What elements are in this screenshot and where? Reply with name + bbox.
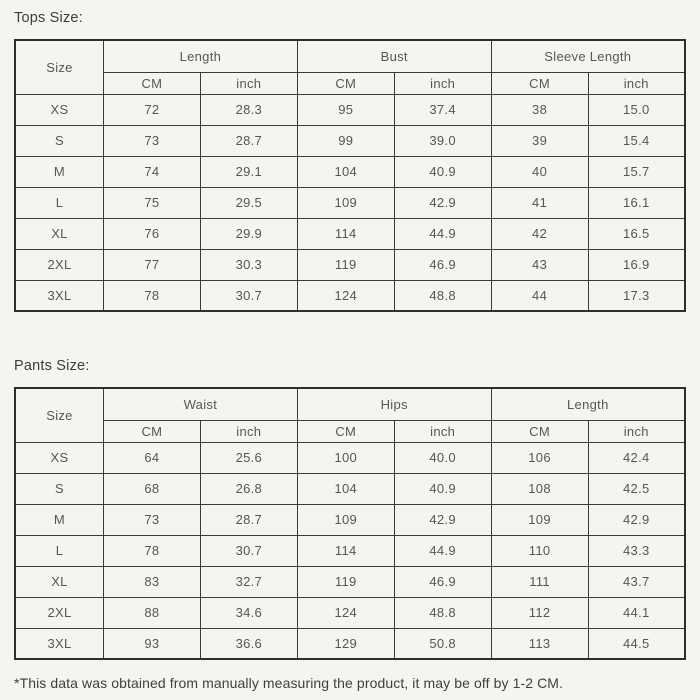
size-header-cell: Size [15, 388, 103, 442]
table-row [15, 94, 685, 125]
value-cell: 93 [103, 628, 200, 659]
size-cell: XL [15, 566, 103, 597]
value-cell: 88 [103, 597, 200, 628]
value-cell: 112 [491, 597, 588, 628]
value-cell: 73 [103, 125, 200, 156]
value-cell: 108 [491, 473, 588, 504]
value-cell: 42.5 [588, 473, 685, 504]
value-cell: 78 [103, 280, 200, 311]
value-cell: 50.8 [394, 628, 491, 659]
unit-header-cell: inch [394, 72, 491, 94]
value-cell: 83 [103, 566, 200, 597]
value-cell: 15.4 [588, 125, 685, 156]
value-cell: 48.8 [394, 597, 491, 628]
table-row [15, 280, 685, 311]
value-cell: 43.3 [588, 535, 685, 566]
value-cell: 46.9 [394, 249, 491, 280]
value-cell: 44.5 [588, 628, 685, 659]
size-header-cell: Size [15, 40, 103, 94]
table-row [15, 504, 685, 535]
value-cell: 104 [297, 156, 394, 187]
value-cell: 106 [491, 442, 588, 473]
value-cell: 29.1 [200, 156, 297, 187]
size-cell: XS [15, 442, 103, 473]
group-header-cell-hips: Hips [297, 388, 491, 420]
pants-size-table [14, 387, 686, 660]
value-cell: 30.3 [200, 249, 297, 280]
value-cell: 38 [491, 94, 588, 125]
value-cell: 110 [491, 535, 588, 566]
value-cell: 40 [491, 156, 588, 187]
group-header-cell-bust: Bust [297, 40, 491, 72]
table-row [15, 249, 685, 280]
value-cell: 109 [297, 187, 394, 218]
value-cell: 30.7 [200, 535, 297, 566]
pants-unit-header-row [15, 420, 685, 442]
value-cell: 114 [297, 218, 394, 249]
size-cell: M [15, 504, 103, 535]
value-cell: 77 [103, 249, 200, 280]
value-cell: 48.8 [394, 280, 491, 311]
value-cell: 26.8 [200, 473, 297, 504]
value-cell: 75 [103, 187, 200, 218]
tops-unit-header-row [15, 72, 685, 94]
unit-header-cell: inch [588, 72, 685, 94]
value-cell: 42.4 [588, 442, 685, 473]
value-cell: 44.1 [588, 597, 685, 628]
value-cell: 30.7 [200, 280, 297, 311]
value-cell: 129 [297, 628, 394, 659]
value-cell: 74 [103, 156, 200, 187]
value-cell: 73 [103, 504, 200, 535]
value-cell: 46.9 [394, 566, 491, 597]
value-cell: 44.9 [394, 535, 491, 566]
value-cell: 124 [297, 280, 394, 311]
size-cell: L [15, 535, 103, 566]
value-cell: 76 [103, 218, 200, 249]
value-cell: 15.7 [588, 156, 685, 187]
size-cell: 3XL [15, 628, 103, 659]
tops-group-header-row [15, 40, 685, 72]
value-cell: 25.6 [200, 442, 297, 473]
value-cell: 16.1 [588, 187, 685, 218]
unit-header-cell: inch [200, 420, 297, 442]
table-row [15, 473, 685, 504]
unit-header-cell: CM [103, 72, 200, 94]
value-cell: 28.7 [200, 125, 297, 156]
size-cell: M [15, 156, 103, 187]
value-cell: 36.6 [200, 628, 297, 659]
value-cell: 42 [491, 218, 588, 249]
table-row [15, 442, 685, 473]
group-header-cell-sleeve-length: Sleeve Length [491, 40, 685, 72]
value-cell: 111 [491, 566, 588, 597]
table-row [15, 125, 685, 156]
value-cell: 68 [103, 473, 200, 504]
value-cell: 109 [297, 504, 394, 535]
value-cell: 15.0 [588, 94, 685, 125]
value-cell: 42.9 [588, 504, 685, 535]
value-cell: 100 [297, 442, 394, 473]
value-cell: 17.3 [588, 280, 685, 311]
group-header-cell-length: Length [103, 40, 297, 72]
value-cell: 114 [297, 535, 394, 566]
value-cell: 37.4 [394, 94, 491, 125]
value-cell: 42.9 [394, 187, 491, 218]
value-cell: 119 [297, 566, 394, 597]
size-cell: XS [15, 94, 103, 125]
value-cell: 78 [103, 535, 200, 566]
value-cell: 40.0 [394, 442, 491, 473]
value-cell: 29.9 [200, 218, 297, 249]
value-cell: 113 [491, 628, 588, 659]
value-cell: 39 [491, 125, 588, 156]
value-cell: 109 [491, 504, 588, 535]
value-cell: 28.3 [200, 94, 297, 125]
table-row [15, 535, 685, 566]
pants-size-heading: Pants Size: [14, 358, 90, 374]
size-cell: 2XL [15, 597, 103, 628]
pants-group-header-row [15, 388, 685, 420]
value-cell: 43 [491, 249, 588, 280]
value-cell: 40.9 [394, 473, 491, 504]
value-cell: 72 [103, 94, 200, 125]
value-cell: 64 [103, 442, 200, 473]
group-header-cell-waist: Waist [103, 388, 297, 420]
value-cell: 16.5 [588, 218, 685, 249]
table-row [15, 566, 685, 597]
measurement-disclaimer: *This data was obtained from manually measuring the product, it may be off by 1-2 CM. [14, 675, 564, 691]
value-cell: 104 [297, 473, 394, 504]
value-cell: 32.7 [200, 566, 297, 597]
unit-header-cell: CM [491, 420, 588, 442]
group-header-cell-length: Length [491, 388, 685, 420]
unit-header-cell: inch [394, 420, 491, 442]
value-cell: 39.0 [394, 125, 491, 156]
table-row [15, 218, 685, 249]
value-cell: 119 [297, 249, 394, 280]
value-cell: 99 [297, 125, 394, 156]
value-cell: 42.9 [394, 504, 491, 535]
value-cell: 43.7 [588, 566, 685, 597]
size-cell: XL [15, 218, 103, 249]
value-cell: 44 [491, 280, 588, 311]
value-cell: 16.9 [588, 249, 685, 280]
value-cell: 40.9 [394, 156, 491, 187]
value-cell: 28.7 [200, 504, 297, 535]
size-cell: S [15, 125, 103, 156]
unit-header-cell: CM [491, 72, 588, 94]
table-row [15, 187, 685, 218]
size-cell: 2XL [15, 249, 103, 280]
value-cell: 34.6 [200, 597, 297, 628]
unit-header-cell: CM [297, 72, 394, 94]
unit-header-cell: inch [200, 72, 297, 94]
table-row [15, 628, 685, 659]
size-cell: 3XL [15, 280, 103, 311]
tops-size-table [14, 39, 686, 312]
size-cell: S [15, 473, 103, 504]
value-cell: 44.9 [394, 218, 491, 249]
table-row [15, 597, 685, 628]
table-row [15, 156, 685, 187]
value-cell: 29.5 [200, 187, 297, 218]
unit-header-cell: CM [103, 420, 200, 442]
value-cell: 41 [491, 187, 588, 218]
tops-size-heading: Tops Size: [14, 10, 83, 26]
unit-header-cell: inch [588, 420, 685, 442]
value-cell: 95 [297, 94, 394, 125]
unit-header-cell: CM [297, 420, 394, 442]
value-cell: 124 [297, 597, 394, 628]
size-cell: L [15, 187, 103, 218]
